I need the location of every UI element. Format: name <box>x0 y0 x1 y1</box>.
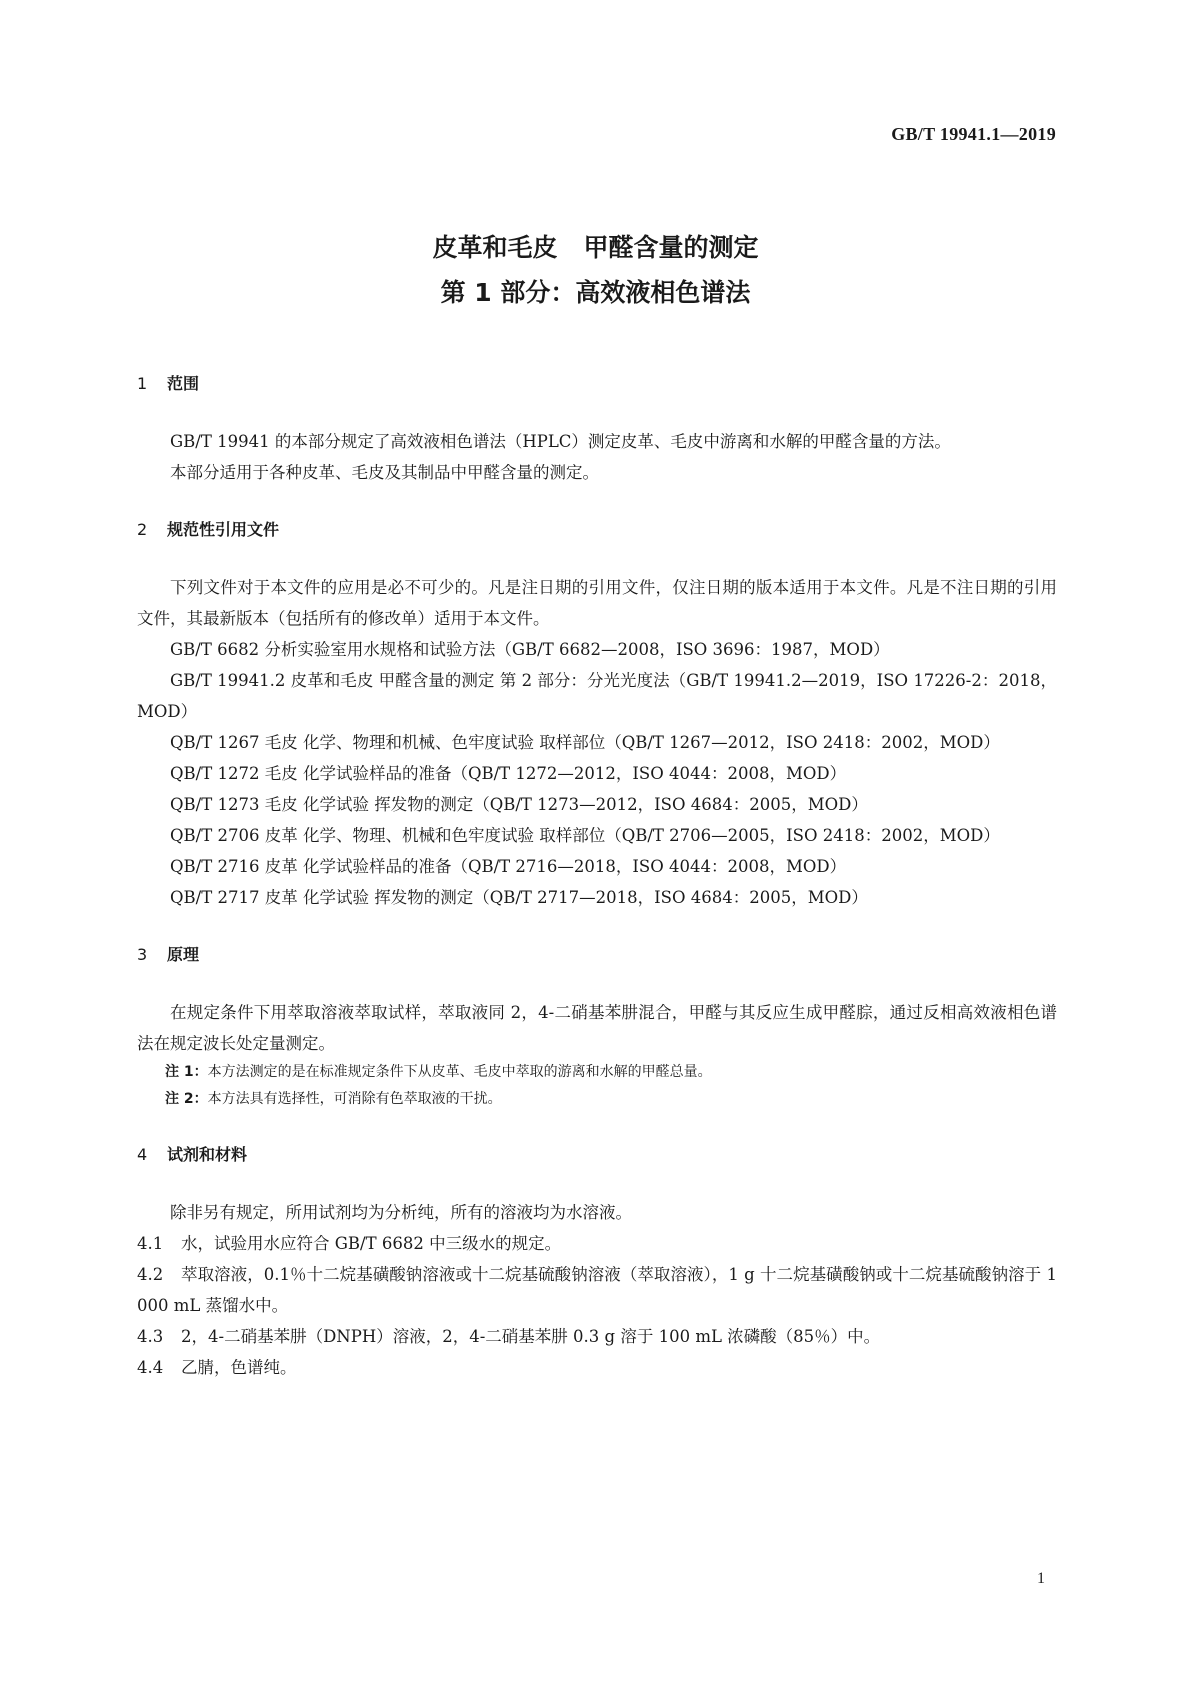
item-number: 4.3 <box>137 1327 164 1346</box>
section-heading-reagents <box>137 1143 1057 1167</box>
section-heading-normative-references <box>137 518 1057 542</box>
item-number: 4.4 <box>137 1358 164 1377</box>
note-item <box>137 1059 1057 1086</box>
reference-item: QB/T 2706 皮革 化学、物理、机械和色牢度试验 取样部位（QB/T 2706—2005，ISO 2418：2002，MOD） <box>170 826 1000 845</box>
reference-item: QB/T 2716 皮革 化学试验样品的准备（QB/T 2716—2018，ISO 4044：2008，MOD） <box>170 857 847 876</box>
note-text: 本方法测定的是在标准规定条件下从皮革、毛皮中萃取的游离和水解的甲醛总量。 <box>207 1064 712 1080</box>
note-item <box>137 1086 1057 1113</box>
scope-paragraph: 本部分适用于各种皮革、毛皮及其制品中甲醛含量的测定。 <box>170 463 599 482</box>
item-number: 4.1 <box>137 1234 164 1253</box>
section-title: 试剂和材料 <box>167 1145 248 1164</box>
item-text: 水，试验用水应符合 GB/T 6682 中三级水的规定。 <box>181 1234 562 1253</box>
references-intro: 下列文件对于本文件的应用是必不可少的。凡是注日期的引用文件，仅注日期的版本适用于本文件。凡是不注日期的引用文件，其最新版本（包括所有的修改单）适用于本文件。 <box>137 578 1057 628</box>
note-text: 本方法具有选择性，可消除有色萃取液的干扰。 <box>207 1091 502 1107</box>
section-heading-scope <box>137 372 1057 396</box>
section-title: 原理 <box>167 945 200 964</box>
note-label: 注 1： <box>165 1064 208 1080</box>
page-number: 1 <box>1037 1570 1045 1587</box>
section-heading-principle <box>137 943 1057 967</box>
reagents-intro: 除非另有规定，所用试剂均为分析纯，所有的溶液均为水溶液。 <box>170 1203 632 1222</box>
reference-item: QB/T 1267 毛皮 化学、物理和机械、色牢度试验 取样部位（QB/T 1267—2012，ISO 2418：2002，MOD） <box>170 733 1000 752</box>
document-subtitle: 第 1 部分：高效液相色谱法 <box>440 278 751 307</box>
reagent-item <box>137 1352 1057 1383</box>
note-label: 注 2： <box>165 1091 208 1107</box>
reference-item: QB/T 2717 皮革 化学试验 挥发物的测定（QB/T 2717—2018，ISO 4684：2005，MOD） <box>170 888 868 907</box>
reagent-item <box>137 1228 1057 1259</box>
reference-item: QB/T 1273 毛皮 化学试验 挥发物的测定（QB/T 1273—2012，ISO 4684：2005，MOD） <box>170 795 868 814</box>
item-text: 乙腈，色谱纯。 <box>181 1358 297 1377</box>
item-text: 萃取溶液，0.1％十二烷基磺酸钠溶液或十二烷基硫酸钠溶液（萃取溶液），1 g 十二烷基磺酸钠或十二烷基硫酸钠溶于 1 000 mL 蒸馏水中。 <box>137 1265 1057 1315</box>
section-number: 3 <box>137 945 148 964</box>
reagent-item <box>137 1259 1057 1321</box>
section-title: 范围 <box>167 374 200 393</box>
section-number: 2 <box>137 520 148 539</box>
section-title: 规范性引用文件 <box>167 520 280 539</box>
section-number: 1 <box>137 374 148 393</box>
section-number: 4 <box>137 1145 148 1164</box>
reference-item: GB/T 6682 分析实验室用水规格和试验方法（GB/T 6682—2008，ISO 3696：1987，MOD） <box>170 640 890 659</box>
principle-paragraph: 在规定条件下用萃取溶液萃取试样，萃取液同 2，4-二硝基苯肼混合，甲醛与其反应生成甲醛腙，通过反相高效液相色谱法在规定波长处定量测定。 <box>137 1003 1057 1053</box>
item-text: 2，4-二硝基苯肼（DNPH）溶液，2，4-二硝基苯肼 0.3 g 溶于 100 mL 浓磷酸（85％）中。 <box>181 1327 881 1346</box>
standard-number: GB/T 19941.1—2019 <box>891 124 1056 144</box>
document-body <box>137 372 1057 1383</box>
scope-paragraph: GB/T 19941 的本部分规定了高效液相色谱法（HPLC）测定皮革、毛皮中游离和水解的甲醛含量的方法。 <box>170 432 951 451</box>
document-title: 皮革和毛皮 甲醛含量的测定 <box>432 233 759 262</box>
reagent-item <box>137 1321 1057 1352</box>
reference-item: GB/T 19941.2 皮革和毛皮 甲醛含量的测定 第 2 部分：分光光度法（GB/T 19941.2—2019，ISO 17226-2：2018，MOD） <box>137 671 1057 721</box>
item-number: 4.2 <box>137 1265 164 1284</box>
reference-item: QB/T 1272 毛皮 化学试验样品的准备（QB/T 1272—2012，ISO 4044：2008，MOD） <box>170 764 847 783</box>
